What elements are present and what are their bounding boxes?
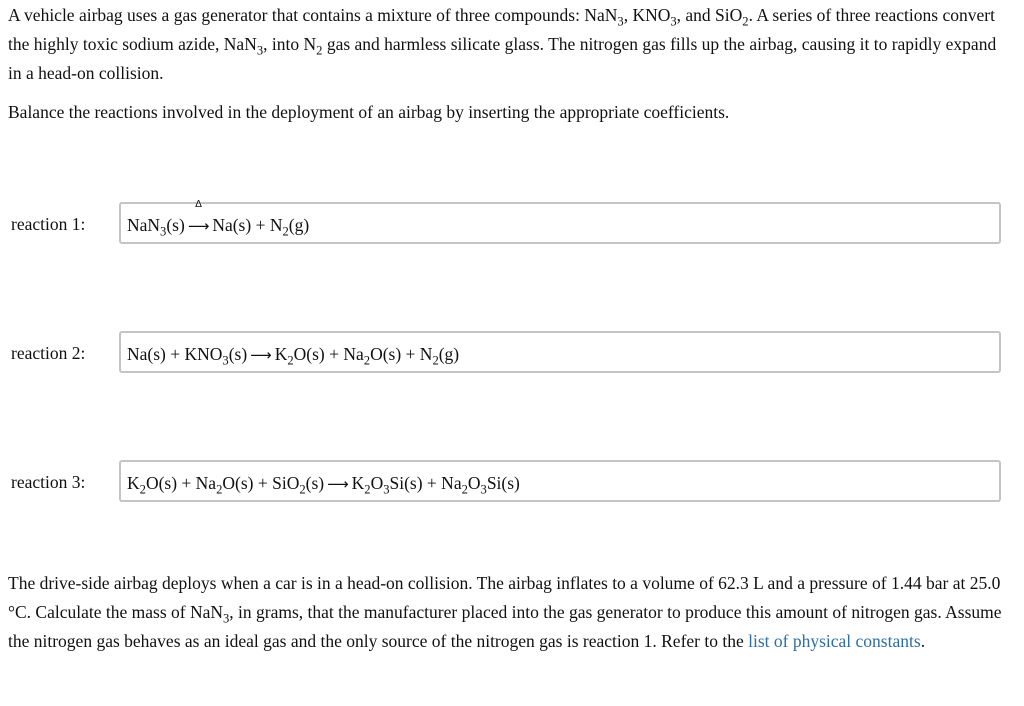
formula-text: K bbox=[351, 473, 365, 493]
physical-constants-link[interactable]: list of physical constants bbox=[748, 631, 921, 651]
formula-text: O(s) + Na bbox=[293, 344, 364, 364]
intro-text: . A series of three reactions convert the highly toxic sodium azide, NaN bbox=[8, 5, 995, 54]
reaction-arrow bbox=[327, 472, 349, 496]
subscript: 2 bbox=[461, 482, 468, 497]
subscript: 3 bbox=[160, 224, 167, 239]
reaction-3-input[interactable] bbox=[119, 460, 1001, 502]
reaction-1-label: reaction 1: bbox=[11, 214, 86, 234]
intro-text: A vehicle airbag uses a gas generator that contains a mixture of three compounds: NaN bbox=[8, 5, 618, 25]
formula-text: (g) bbox=[288, 215, 310, 235]
subscript: 2 bbox=[216, 482, 223, 497]
subscript: 2 bbox=[287, 353, 294, 368]
subscript: 2 bbox=[742, 14, 749, 29]
instruction-text: Balance the reactions involved in the deployment of an airbag by inserting the appropriate coefficients. bbox=[8, 102, 730, 122]
arrow-glyph: ⟶ bbox=[250, 346, 272, 364]
intro-text: , and SiO bbox=[676, 5, 743, 25]
formula-text: O bbox=[467, 473, 481, 493]
subscript: 3 bbox=[223, 611, 230, 626]
subscript: 3 bbox=[222, 353, 229, 368]
intro-paragraph bbox=[8, 1, 1008, 88]
question-paragraph bbox=[8, 569, 1008, 656]
formula-text: O(s) + SiO bbox=[222, 473, 300, 493]
formula-text: Na(s) + KNO bbox=[127, 344, 223, 364]
reaction-2-input[interactable] bbox=[119, 331, 1001, 373]
heat-delta-symbol: Δ bbox=[195, 199, 202, 210]
question-text: . bbox=[920, 631, 926, 651]
intro-text: gas and harmless silicate glass. The nitrogen gas fills up the airbag, causing it to rapidly expand in a head-on collision. bbox=[8, 34, 997, 83]
question-text: The drive-side airbag deploys when a car is in a head-on collision. The airbag inflates to a volume of 62.3 L and a pressure of 1.44 bar at 25.0 °C. Calculate the mass of NaN bbox=[8, 573, 1001, 622]
formula-text: K bbox=[127, 473, 140, 493]
reaction-arrow bbox=[250, 343, 272, 367]
formula-text: Si(s) + Na bbox=[389, 473, 462, 493]
subscript: 2 bbox=[299, 482, 306, 497]
subscript: 3 bbox=[480, 482, 487, 497]
formula-text: O(s) + N bbox=[370, 344, 433, 364]
subscript: 2 bbox=[432, 353, 439, 368]
formula-text: (s) bbox=[228, 344, 248, 364]
subscript: 2 bbox=[363, 353, 371, 368]
formula-text: (s) bbox=[305, 473, 325, 493]
subscript: 3 bbox=[256, 43, 264, 58]
arrow-glyph: ⟶ bbox=[327, 475, 349, 493]
reaction-3-label: reaction 3: bbox=[11, 472, 86, 492]
subscript: 3 bbox=[617, 14, 624, 29]
intro-text: , KNO bbox=[623, 5, 671, 25]
arrow-glyph: ⟶ bbox=[187, 217, 210, 235]
reaction-arrow bbox=[187, 199, 210, 238]
subscript: 3 bbox=[383, 482, 390, 497]
reaction-2-label: reaction 2: bbox=[11, 343, 86, 363]
formula-text: NaN bbox=[127, 215, 161, 235]
reaction-1-input[interactable] bbox=[119, 199, 1001, 244]
question-text: , in grams, that the manufacturer placed into the gas generator to produce this amount of nitrogen gas. Assume the nitrogen gas behaves as an ideal gas and the only source of the nitrogen gas is reaction 1. Refer to the bbox=[8, 602, 1002, 651]
formula-text: O bbox=[370, 473, 384, 493]
formula-text: (g) bbox=[438, 344, 460, 364]
formula-text: (s) bbox=[166, 215, 185, 235]
reaction-1-equation bbox=[127, 199, 310, 239]
subscript: 2 bbox=[364, 482, 371, 497]
subscript: 3 bbox=[670, 14, 677, 29]
reaction-3-equation bbox=[127, 471, 520, 496]
formula-text: Na(s) + N bbox=[212, 215, 283, 235]
subscript: 2 bbox=[139, 482, 146, 497]
subscript: 2 bbox=[316, 43, 323, 58]
formula-text: Si(s) bbox=[486, 473, 520, 493]
intro-text: , into N bbox=[263, 34, 317, 54]
formula-text: O(s) + Na bbox=[145, 473, 217, 493]
subscript: 2 bbox=[282, 224, 289, 239]
reaction-2-equation bbox=[127, 342, 459, 367]
formula-text: K bbox=[274, 344, 288, 364]
